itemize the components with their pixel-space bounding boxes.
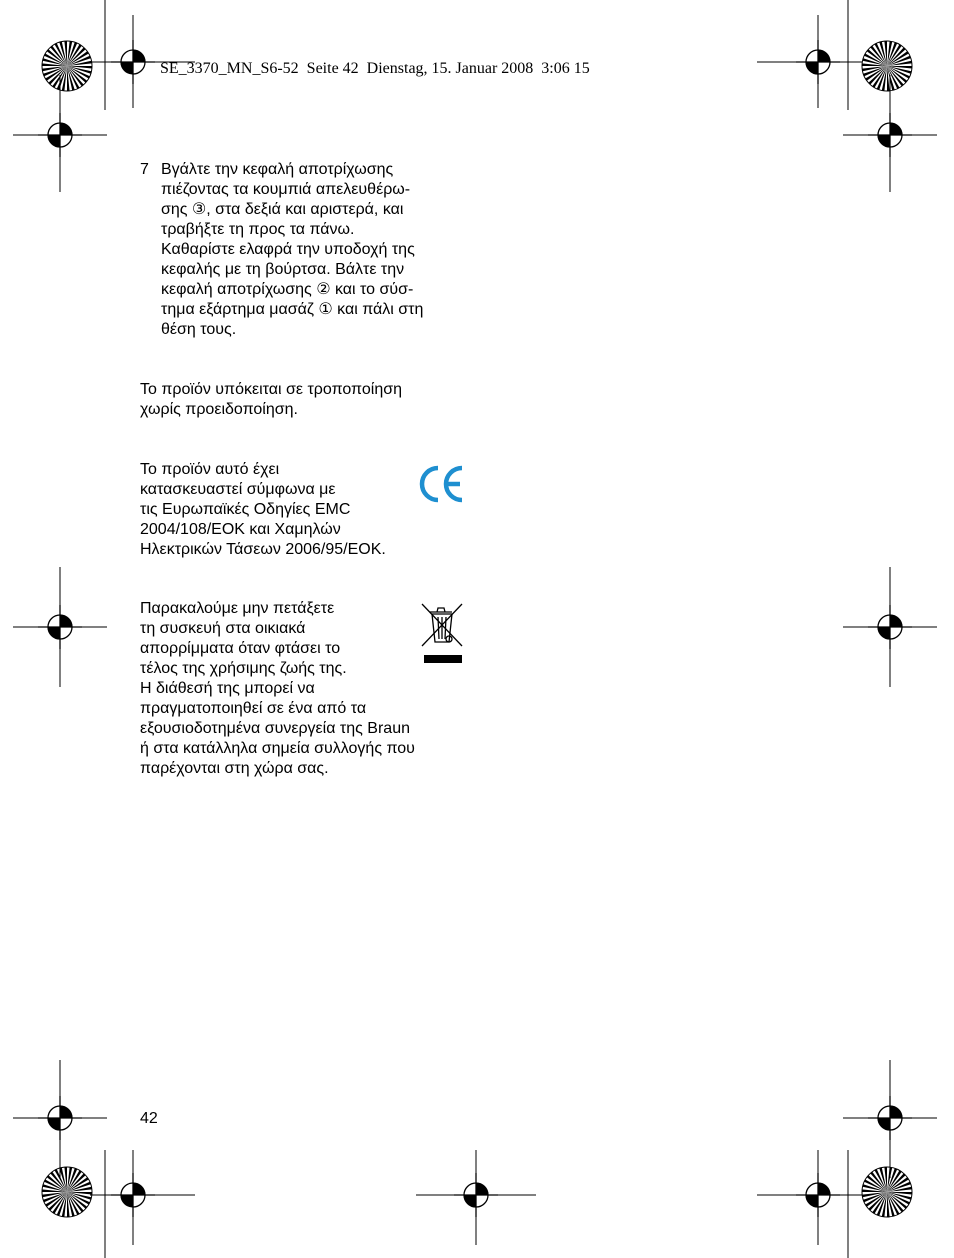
text-line: απορρίμματα όταν φτάσει το [140,640,341,657]
text-line: παρέχονται στη χώρα σας. [140,760,329,777]
step-number: 7 [140,161,149,178]
weee-disposal-text [140,599,415,779]
text-line: Η διάθεσή της μπορεί να [140,680,315,697]
text-line: Το προϊόν αυτό έχει [140,461,280,478]
text-line: κατασκευαστεί σύμφωνα με [140,481,336,498]
print-slug-header: SE_3370_MN_S6-52 Seite 42 Dienstag, 15. Januar 2008 3:06 15 [160,60,590,77]
text-line: 2004/108/EOK και Χαμηλών [140,521,341,538]
text-line: τη συσκευή στα οικιακά [140,620,306,637]
text-line: κεφαλή αποτρίχωσης ② και το σύσ- [161,281,414,298]
text-line: πραγματοποιηθεί σε ένα από τα [140,700,367,717]
ce-conformity-text [140,460,386,560]
text-line: τις Ευρωπαϊκές Οδηγίες EMC [140,501,351,518]
text-line: τραβήξτε τη προς τα πάνω. [161,221,355,238]
crossed-out-bin-icon [420,602,466,664]
text-line: Ηλεκτρικών Τάσεων 2006/95/EOK. [140,541,386,558]
text-line: θέση τους. [161,321,237,338]
text-line: κεφαλής με τη βούρτσα. Βάλτε την [161,261,405,278]
text-line: ή στα κατάλληλα σημεία συλλογής που [140,740,415,757]
text-line: σης ③, στα δεξιά και αριστερά, και [161,201,404,218]
text-line: τημα εξάρτημα μασάζ ① και πάλι στη [161,301,424,318]
text-line: Βγάλτε την κεφαλή αποτρίχωσης [161,161,394,178]
text-line: πιέζοντας τα κουμπιά απελευθέρω- [161,181,411,198]
page-number: 42 [140,1110,158,1127]
ce-mark-icon [418,464,466,504]
text-line: χωρίς προειδοποίηση. [140,401,298,418]
text-line: Καθαρίστε ελαφρά την υποδοχή της [161,241,415,258]
text-line: Το προϊόν υπόκειται σε τροποποίηση [140,381,402,398]
text-line: εξουσιοδοτημένα συνεργεία της Braun [140,720,410,737]
modification-notice [140,380,402,420]
text-line: τέλος της χρήσιμης ζωής της. [140,660,347,677]
text-line: Παρακαλούμε μην πετάξετε [140,600,335,617]
step-7-text [161,160,423,340]
